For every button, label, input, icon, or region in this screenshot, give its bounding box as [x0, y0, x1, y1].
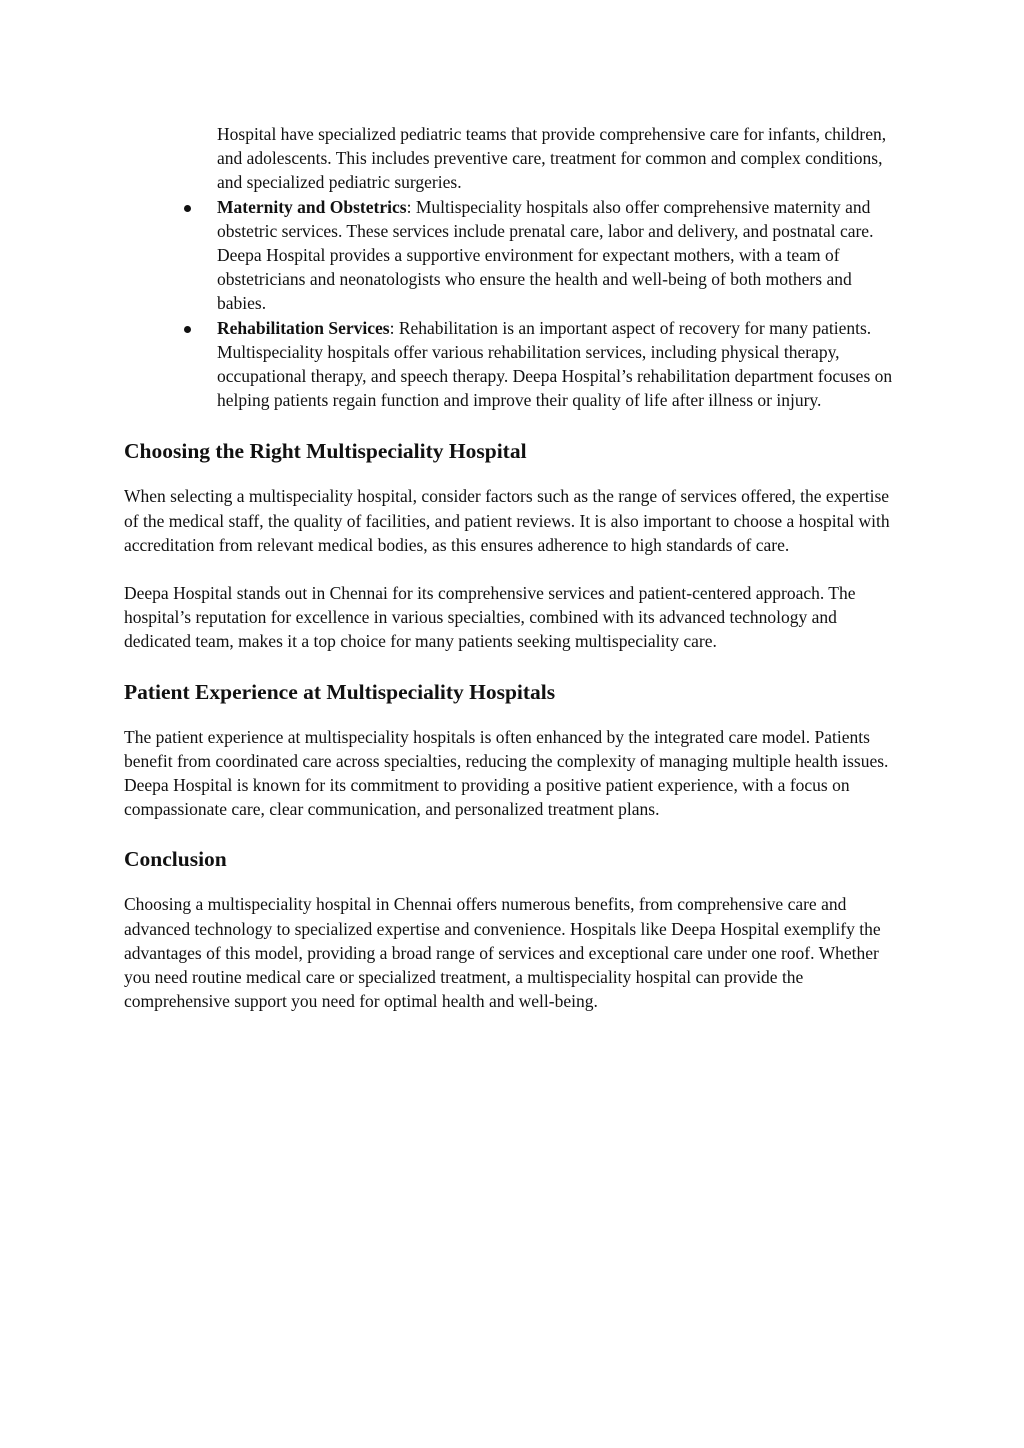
- bullet-item-maternity: [217, 195, 893, 316]
- bullet-separator: :: [389, 317, 399, 338]
- bullet-text: Multispeciality hospitals also offer comprehensive maternity and obstetric services. These services include prenatal care, labor and delivery, and postnatal care. Deepa Hospital provides a supportive environment for expectant mothers, with a team of obstetricians and neonatologists who ensure the health and well-being of both mothers and babies.: [217, 196, 874, 314]
- continued-paragraph: Hospital have specialized pediatric teams that provide comprehensive care for infants, children, and adolescents. This includes preventive care, treatment for common and complex conditions, and specialized pediatric surgeries.: [217, 124, 887, 193]
- bullet-term: Maternity and Obstetrics: [217, 196, 407, 217]
- bullet-text: Rehabilitation is an important aspect of recovery for many patients. Multispeciality hospitals offer various rehabilitation services, including physical therapy, occupational therapy, and speech therapy. Deepa Hospital’s rehabilitation department focuses on helping patients regain function and improve their quality of life after illness or injury.: [217, 317, 893, 411]
- bullet-term: Rehabilitation Services: [217, 317, 390, 338]
- paragraph-patient-experience: The patient experience at multispeciality hospitals is often enhanced by the integrated care model. Patients benefit from coordinated care across specialties, reducing the complexity of managing multiple health issues. Deepa Hospital is known for its commitment to providing a positive patient experience, with a focus on compassionate care, clear communication, and personalized treatment plans.: [124, 726, 889, 820]
- section-heading-choosing: Choosing the Right Multispeciality Hospital: [124, 439, 527, 464]
- section-heading-conclusion: Conclusion: [124, 847, 227, 872]
- paragraph-choosing-2: Deepa Hospital stands out in Chennai for its comprehensive services and patient-centered approach. The hospital’s reputation for excellence in various specialties, combined with its advanced technology and dedicated team, makes it a top choice for many patients seeking multispeciality care.: [124, 583, 856, 652]
- bullet-separator: :: [406, 196, 416, 217]
- bullet-item-rehabilitation: [217, 316, 893, 413]
- bullet-dot-icon: [184, 326, 191, 333]
- service-bullet-list: [124, 195, 896, 413]
- paragraph-conclusion: Choosing a multispeciality hospital in Chennai offers numerous benefits, from comprehensive care and advanced technology to specialized expertise and convenience. Hospitals like Deepa Hospital exemplify the advantages of this model, providing a broad range of services and exceptional care under one roof. Whether you need routine medical care or specialized treatment, a multispeciality hospital can provide the comprehensive support you need for optimal health and well-being.: [124, 894, 881, 1012]
- paragraph-choosing-1: When selecting a multispeciality hospital, consider factors such as the range of services offered, the expertise of the medical staff, the quality of facilities, and patient reviews. It is also important to choose a hospital with accreditation from relevant medical bodies, as this ensures adherence to high standards of care.: [124, 486, 890, 555]
- document-content: [124, 122, 896, 1013]
- section-heading-patient-experience: Patient Experience at Multispeciality Hospitals: [124, 679, 556, 704]
- bullet-dot-icon: [184, 205, 191, 212]
